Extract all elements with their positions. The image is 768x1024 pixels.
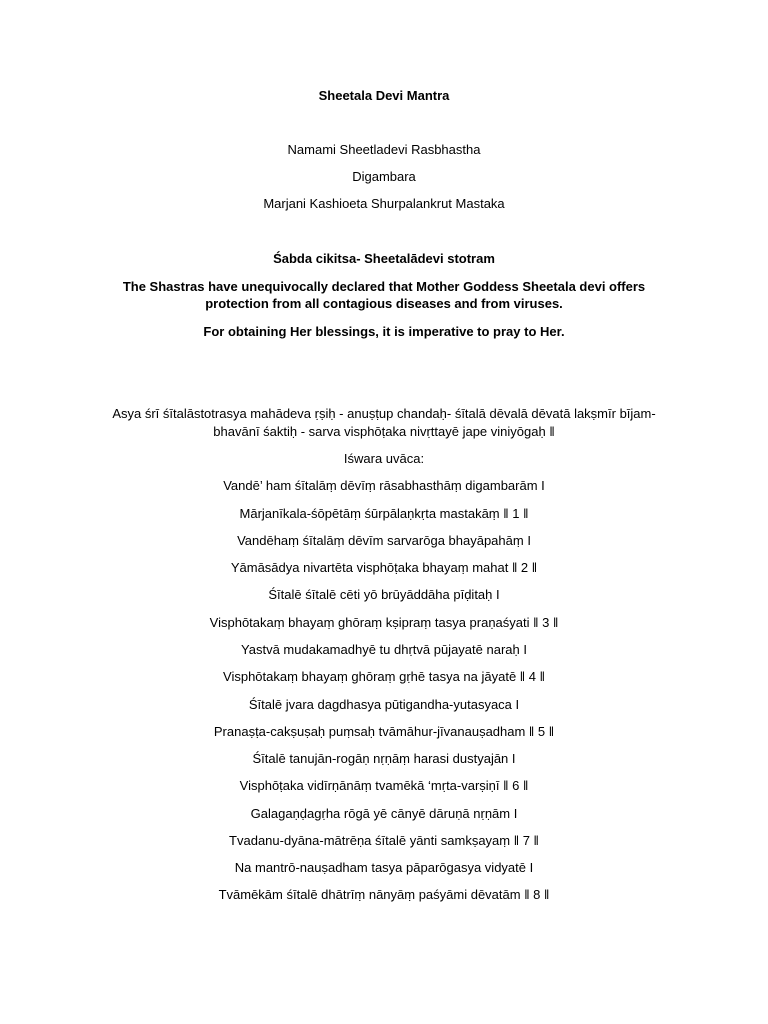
intro-line: Namami Sheetladevi Rasbhastha [287,142,481,157]
statement-paragraph-2: For obtaining Her blessings, it is imperative to pray to Her. [203,324,565,339]
verse-line: Vandēhaṃ śītalāṃ dēvīm sarvarōga bhayāpahāṃ I [237,533,531,548]
verse-line: Tvadanu-dyāna-mātrēṇa śītalē yānti samkṣayaṃ ‖ 7 ‖ [229,833,539,848]
verse-line: Yāmāsādya nivartēta visphōṭaka bhayaṃ mahat ‖ 2 ‖ [230,560,538,575]
verse-line: Yastvā mudakamadhyē tu dhṛtvā pūjayatē naraḥ I [241,642,527,657]
verse-line: Pranaṣṭa-cakṣuṣaḥ puṃsaḥ tvāmāhur-jīvanauṣadham ‖ 5 ‖ [213,724,555,739]
viniyoga-line: Asya śrī śītalāstotrasya mahādeva ṛṣiḥ - anuṣṭup chandaḥ- śītalā dēvalā dēvatā lakṣmīr bījam- [112,406,656,421]
statement-paragraph: The Shastras have unequivocally declared that Mother Goddess Sheetala devi offers protection from all contagious diseases and from viruses. [122,279,646,311]
verse-line: Śītalē jvara dagdhasya pūtigandha-yutasyaca I [248,697,520,712]
verse-line: Tvāmēkām śītalē dhātrīṃ nānyāṃ paśyāmi dēvatām ‖ 8 ‖ [218,887,550,902]
verse-line: Visphōtakaṃ bhayaṃ ghōraṃ gṛhē tasya na jāyatē ‖ 4 ‖ [223,669,545,684]
verse-line: Galagaṇḍagṛha rōgā yē cānyē dāruṇā nṛṇām I [250,806,518,821]
verse-line: Mārjanīkala-śōpētāṃ śūrpālaṇkṛta mastakāṃ ‖ 1 ‖ [239,506,529,521]
verse-line: Na mantrō-nauṣadham tasya pāparōgasya vidyatē I [234,860,534,875]
viniyoga-line: bhavānī śaktiḥ - sarva visphōṭaka nivṛttayē jape viniyōgaḥ ‖ [213,424,555,439]
document-subtitle: Śabda cikitsa- Sheetalādevi stotram [273,251,495,266]
iswara-uvaca-heading: Iśwara uvāca: [343,451,425,466]
intro-line: Marjani Kashioeta Shurpalankrut Mastaka [263,196,505,211]
verse-line: Śītalē tanujān-rogāṇ nṛṇāṃ harasi dustyajān I [252,751,516,766]
verse-line: Vandē’ ham śītalāṃ dēvīṃ rāsabhasthāṃ digambarām I [223,478,545,493]
document-title: Sheetala Devi Mantra [318,88,450,103]
verse-line: Śītalē śītalē cēti yō brūyāddāha pīḍitaḥ I [268,587,500,602]
intro-line: Digambara [352,169,416,184]
verse-line: Visphōṭaka vidīrṇānāṃ tvamēkā ‘mṛta-varṣiṇī ‖ 6 ‖ [239,778,529,793]
verse-line: Visphōtakaṃ bhayaṃ ghōraṃ kṣipraṃ tasya praṇaśyati ‖ 3 ‖ [209,615,559,630]
